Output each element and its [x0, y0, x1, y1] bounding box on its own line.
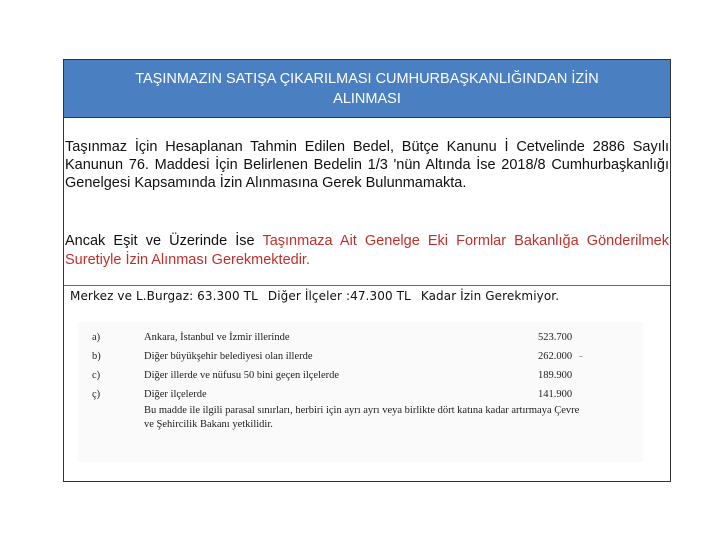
row-letter: c)	[92, 370, 101, 381]
paragraph-requirement-highlight: Taşınmaza Ait Genelge Eki Formlar Bakanlığa Gönderilmek Suretiyle İzin Alınması Gerekmektedir.	[65, 233, 669, 268]
table-row	[78, 370, 643, 384]
paragraph-threshold: Taşınmaz İçin Hesaplanan Tahmin Edilen Bedel, Bütçe Kanunu İ Cetvelinde 2886 Sayılı Kanunun 76. Maddesi İçin Belirlenen Bedelin 1/3 'nün Altında İse 2018/8 Cumhurbaşkanlığı Genelgesi Kapsamında İzin Alınmasına Gerek Bulunmamakta.	[65, 139, 669, 191]
limit-note-center: Merkez ve L.Burgaz: 63.300 TL	[70, 289, 258, 303]
row-letter: a)	[92, 332, 101, 343]
page-title: TAŞINMAZIN SATIŞA ÇIKARILMASI CUMHURBAŞKANLIĞINDAN İZİN ALINMASI	[64, 60, 670, 118]
limit-note-conclusion: Kadar İzin Gerekmiyor.	[420, 289, 560, 303]
row-letter: ç)	[92, 389, 101, 400]
row-text: Ankara, İstanbul ve İzmir illerinde	[144, 332, 290, 343]
row-text: Diğer ilçelerde	[144, 389, 207, 400]
limit-note-districts: Diğer İlçeler :47.300 TL	[267, 289, 411, 303]
row-text: Diğer büyükşehir belediyesi olan illerde	[144, 351, 313, 362]
limit-note	[70, 289, 670, 303]
row-value: 262.000	[538, 351, 573, 362]
divider	[64, 285, 670, 286]
table-footer: Bu madde ile ilgili parasal sınırları, herbiri için ayrı ayrı veya birlikte dört katına kadar artırmaya Çevre ve Şehircilik Bakanı yetkilidir.	[144, 405, 580, 430]
row-letter: b)	[92, 351, 101, 362]
scanned-law-excerpt	[78, 322, 643, 462]
table-row	[78, 332, 643, 346]
slide-card	[63, 59, 671, 482]
row-value: 141.900	[538, 389, 573, 400]
row-text: Diğer illerde ve nüfusu 50 bini geçen ilçelerde	[144, 370, 340, 381]
table-row: b) Diğer büyükşehir belediyesi olan illerde 262.000 -	[92, 351, 583, 362]
row-value: 189.900	[538, 370, 573, 381]
paragraph-requirement-prefix: Ancak Eşit ve Üzerinde İse	[65, 233, 263, 249]
paragraph-requirement	[65, 232, 669, 270]
row-value: 523.700	[538, 332, 573, 343]
table-row	[78, 389, 643, 403]
